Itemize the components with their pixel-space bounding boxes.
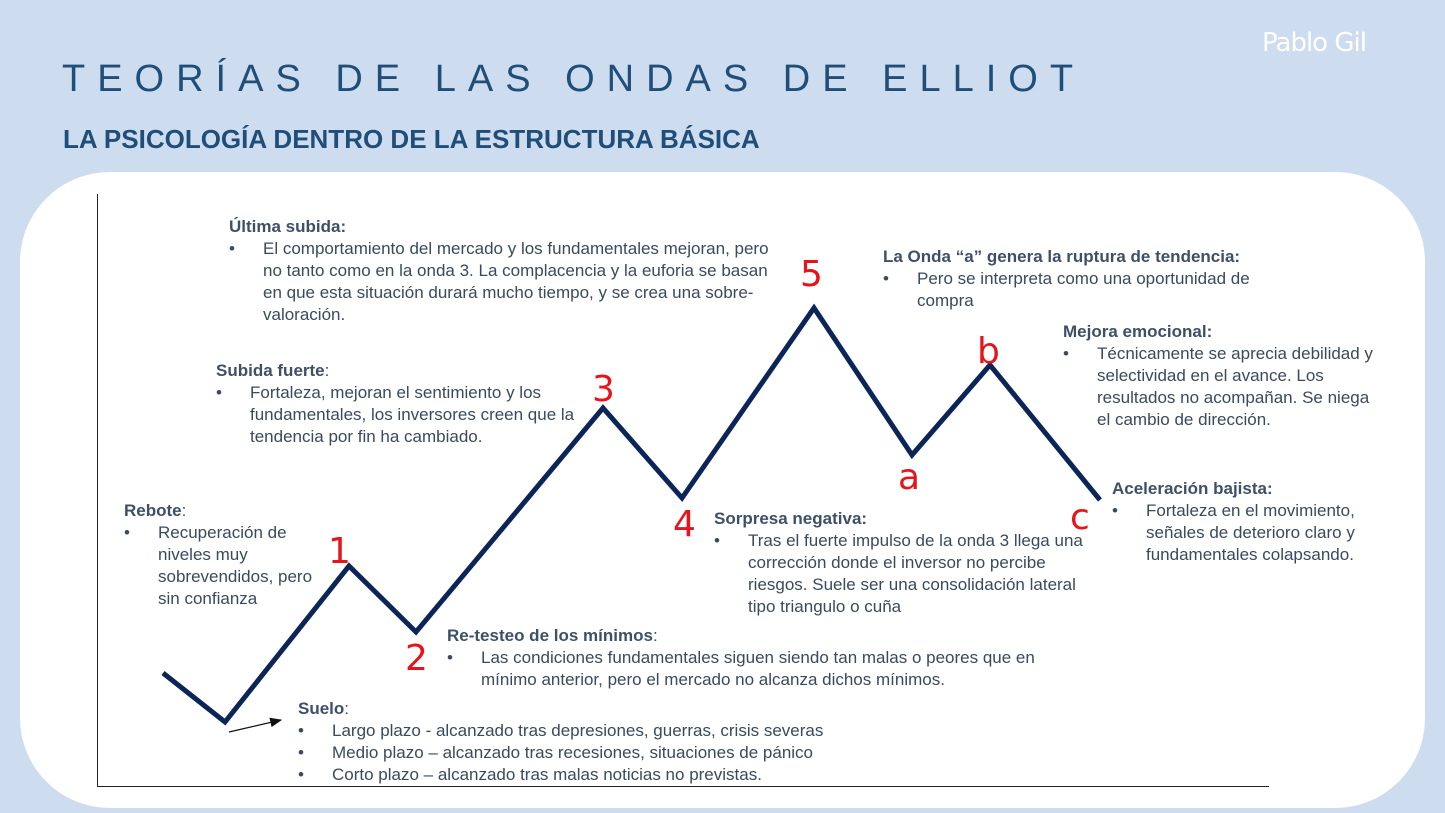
wave-label-4: 4 <box>673 504 696 545</box>
rebote-bullet: • Recuperación de niveles muy sobrevendidos, pero sin confianza <box>124 522 314 610</box>
wave-label-3: 3 <box>592 369 615 410</box>
mejora-emocional-heading: Mejora emocional: <box>1063 322 1213 341</box>
wave-label-b: b <box>977 331 1000 372</box>
re-testeo-block <box>447 625 1082 691</box>
wave-label-2: 2 <box>405 638 428 679</box>
suelo-bullet-largo: • Largo plazo - alcanzado tras depresiones, guerras, crisis severas <box>298 720 898 742</box>
mejora-emocional-block <box>1063 321 1373 431</box>
suelo-heading: Suelo: <box>298 699 350 718</box>
suelo-block <box>298 698 898 786</box>
brand-logo: Pablo Gil <box>1262 28 1366 58</box>
sorpresa-negativa-block <box>714 508 1084 618</box>
rebote-heading: Rebote: <box>124 501 187 520</box>
aceleracion-bajista-bullet: • Fortaleza en el movimiento, señales de deterioro claro y fundamentales colapsando. <box>1112 500 1392 566</box>
re-testeo-heading: Re-testeo de los mínimos: <box>447 626 658 645</box>
ultima-subida-heading: Última subida: <box>229 217 347 236</box>
onda-a-block <box>883 246 1303 312</box>
subida-fuerte-heading: Subida fuerte: <box>216 361 330 380</box>
wave-label-1: 1 <box>328 531 351 572</box>
onda-a-bullet: • Pero se interpreta como una oportunidad de compra <box>883 268 1303 312</box>
suelo-arrow <box>229 720 281 732</box>
subida-fuerte-bullet: • Fortaleza, mejoran el sentimiento y los fundamentales, los inversores creen que la tendencia por fin ha cambiado. <box>216 382 576 448</box>
mejora-emocional-bullet: • Técnicamente se aprecia debilidad y selectividad en el avance. Los resultados no acompañan. Se niega el cambio de dirección. <box>1063 343 1373 431</box>
sorpresa-negativa-bullet: • Tras el fuerte impulso de la onda 3 llega una corrección donde el inversor no percibe riesgos. Suele ser una consolidación lateral tipo triangulo o cuña <box>714 530 1084 618</box>
ultima-subida-bullet: • El comportamiento del mercado y los fundamentales mejoran, pero no tanto como en la onda 3. La complacencia y la euforia se basan en que esta situación durará mucho tiempo, y se crea una sobre-valoración. <box>229 238 789 326</box>
aceleracion-bajista-block <box>1112 478 1392 566</box>
sorpresa-negativa-heading: Sorpresa negativa: <box>714 509 868 528</box>
suelo-bullet-medio: • Medio plazo – alcanzado tras recesiones, situaciones de pánico <box>298 742 898 764</box>
ultima-subida-block <box>229 216 789 326</box>
onda-a-heading: La Onda “a” genera la ruptura de tendencia: <box>883 247 1241 266</box>
wave-label-5: 5 <box>800 254 823 295</box>
re-testeo-bullet: • Las condiciones fundamentales siguen siendo tan malas o peores que en mínimo anterior, pero el mercado no alcanza dichos mínimos. <box>447 647 1082 691</box>
wave-label-a: a <box>898 457 921 498</box>
wave-label-c: c <box>1070 497 1090 538</box>
suelo-bullet-corto: • Corto plazo – alcanzado tras malas noticias no previstas. <box>298 764 898 786</box>
page-subtitle: LA PSICOLOGÍA DENTRO DE LA ESTRUCTURA BÁSICA <box>63 124 760 154</box>
subida-fuerte-block <box>216 360 576 448</box>
rebote-block <box>124 500 314 610</box>
aceleracion-bajista-heading: Aceleración bajista: <box>1112 479 1273 498</box>
page-title: TEORÍAS DE LAS ONDAS DE ELLIOT <box>62 58 1086 100</box>
